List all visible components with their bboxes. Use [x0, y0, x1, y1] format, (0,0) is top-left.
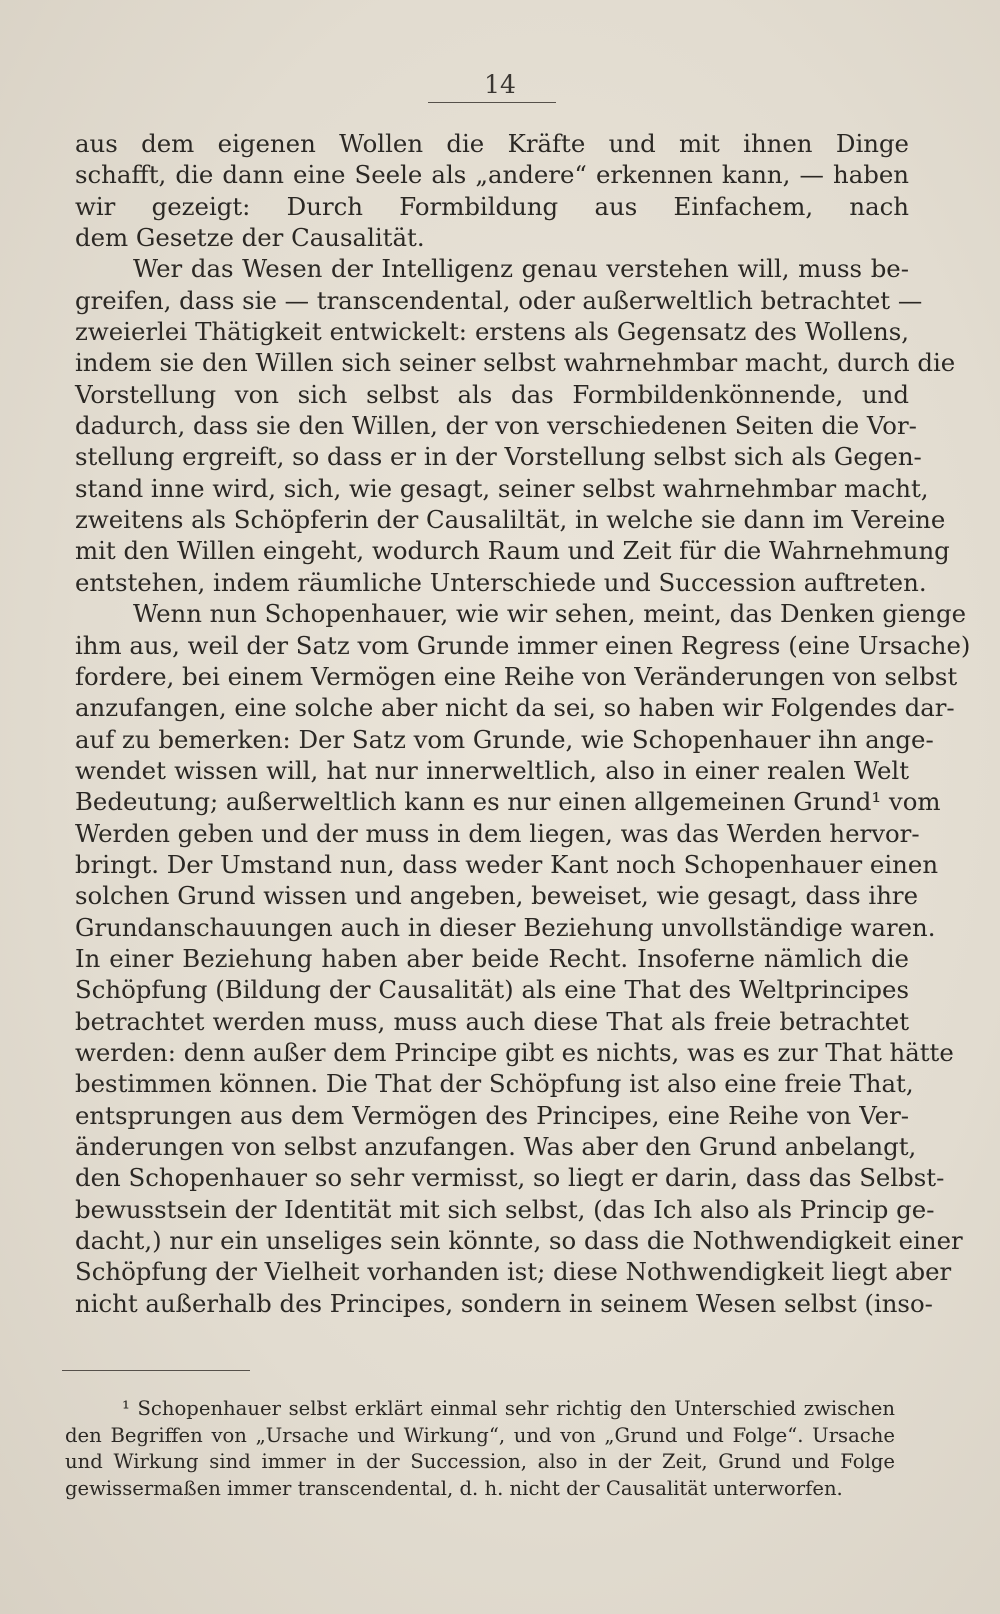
text-line: den Schopenhauer so sehr vermisst, so liegt er darin, dass das Selbst- — [75, 1163, 945, 1193]
text-line: anzufangen, eine solche aber nicht da sei, so haben wir Folgendes dar- — [75, 693, 955, 723]
text-line: bringt. Der Umstand nun, dass weder Kant noch Schopenhauer einen — [75, 849, 939, 879]
footnote-line: gewissermaßen immer transcendental, d. h. nicht der Causalität unterworfen. — [65, 1476, 843, 1500]
footnote-line: und Wirkung sind immer in der Succession, also in der Zeit, Grund und Folge — [65, 1450, 895, 1473]
text-line: wendet wissen will, hat nur innerweltlich, also in einer realen Welt — [75, 755, 909, 785]
text-line: zweierlei Thätigkeit entwickelt: erstens als Gegensatz des Wollens, — [75, 317, 909, 347]
text-line: aus dem eigenen Wollen die Kräfte und mit ihnen Dinge — [75, 129, 909, 158]
body-text — [75, 128, 971, 1319]
page-number: 14 — [484, 70, 516, 99]
text-line: wir gezeigt: Durch Formbildung aus Einfachem, nach — [75, 191, 909, 221]
text-line: fordere, bei einem Vermögen eine Reihe von Veränderungen von selbst — [75, 661, 958, 691]
text-line: zweitens als Schöpferin der Causaliltät, in welche sie dann im Vereine — [75, 505, 946, 535]
text-line: nicht außerhalb des Principes, sondern in seinem Wesen selbst (inso- — [75, 1288, 933, 1318]
text-line: greifen, dass sie — transcendental, oder außerweltlich betrachtet — — [75, 285, 923, 315]
text-line: bewusstsein der Identität mit sich selbst, (das Ich also als Princip ge- — [75, 1194, 935, 1224]
text-line: Grundanschauungen auch in dieser Beziehung unvollständige waren. — [75, 912, 936, 942]
footnote-rule — [62, 1370, 250, 1371]
text-line: Werden geben und der muss in dem liegen, was das Werden hervor- — [75, 818, 920, 848]
text-line: dem Gesetze der Causalität. — [75, 223, 425, 253]
text-line: Vorstellung von sich selbst als das Formbildenkönnende, und — [75, 379, 909, 409]
text-line: stand inne wird, sich, wie gesagt, seiner selbst wahrnehmbar macht, — [75, 473, 929, 503]
text-line: dacht,) nur ein unseliges sein könnte, so dass die Nothwendigkeit einer — [75, 1226, 963, 1256]
text-line: betrachtet werden muss, muss auch diese That als freie betrachtet — [75, 1006, 909, 1036]
text-line: Schöpfung (Bildung der Causalität) als eine That des Weltprincipes — [75, 975, 909, 1005]
text-line: indem sie den Willen sich seiner selbst wahrnehmbar macht, durch die — [75, 348, 956, 378]
footnote-line: den Begriffen von „Ursache und Wirkung“, und von „Grund und Folge“. Ursache — [65, 1423, 895, 1447]
text-line: mit den Willen eingeht, wodurch Raum und Zeit für die Wahrnehmung — [75, 536, 950, 566]
text-line: schafft, die dann eine Seele als „andere“ erkennen kann, — haben — [75, 160, 909, 190]
text-line: dadurch, dass sie den Willen, der von verschiedenen Seiten die Vor- — [75, 411, 917, 441]
text-line: Wenn nun Schopenhauer, wie wir sehen, meint, das Denken gienge — [133, 599, 967, 629]
text-line: auf zu bemerken: Der Satz vom Grunde, wie Schopenhauer ihn ange- — [75, 724, 934, 754]
text-line: änderungen von selbst anzufangen. Was aber den Grund anbelangt, — [75, 1132, 917, 1161]
text-line: Schöpfung der Vielheit vorhanden ist; diese Nothwendigkeit liegt aber — [75, 1257, 952, 1287]
text-line: In einer Beziehung haben aber beide Recht. Insoferne nämlich die — [75, 943, 909, 973]
text-line: ihm aus, weil der Satz vom Grunde immer einen Regress (eine Ursache) — [75, 630, 971, 660]
footnote-line: ¹ Schopenhauer selbst erklärt einmal sehr richtig den Unterschied zwischen — [122, 1397, 895, 1420]
header-rule — [428, 102, 556, 103]
text-line: Wer das Wesen der Intelligenz genau verstehen will, muss be- — [133, 254, 909, 284]
text-line: entstehen, indem räumliche Unterschiede und Succession auftreten. — [75, 567, 927, 597]
text-line: entsprungen aus dem Vermögen des Principes, eine Reihe von Ver- — [75, 1100, 909, 1130]
footnote — [65, 1396, 895, 1502]
text-line: bestimmen können. Die That der Schöpfung ist also eine freie That, — [75, 1069, 914, 1099]
text-line: solchen Grund wissen und angeben, beweiset, wie gesagt, dass ihre — [75, 881, 919, 911]
text-line: stellung ergreift, so dass er in der Vorstellung selbst sich als Gegen- — [75, 442, 922, 472]
text-line: Bedeutung; außerweltlich kann es nur einen allgemeinen Grund¹ vom — [75, 787, 941, 817]
text-line: werden: denn außer dem Principe gibt es nichts, was es zur That hätte — [75, 1037, 954, 1067]
